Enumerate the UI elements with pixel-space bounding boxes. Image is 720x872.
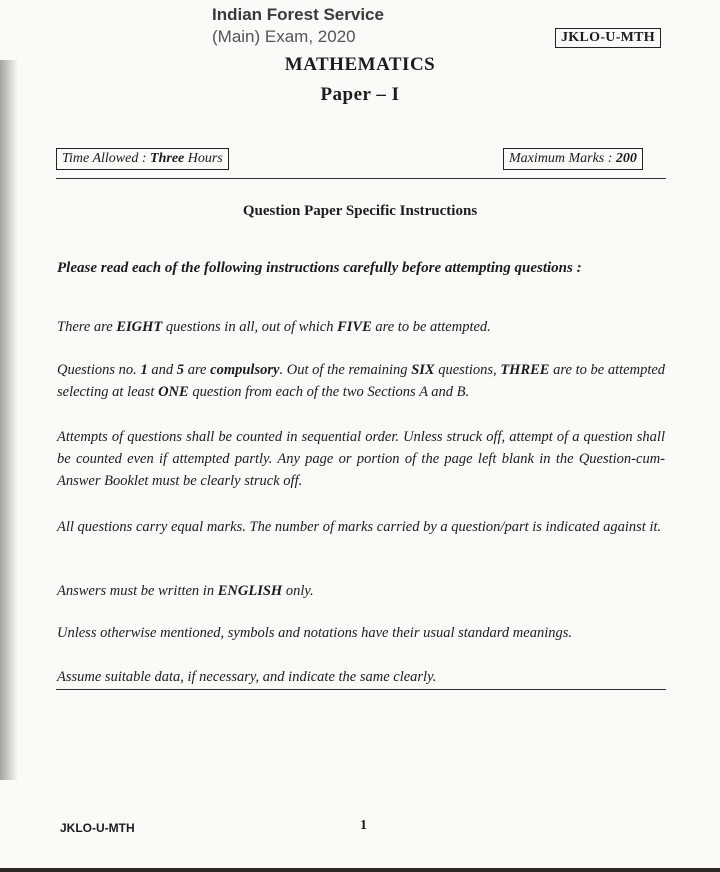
instructions-heading: Question Paper Specific Instructions <box>242 203 478 219</box>
instruction-6: Unless otherwise mentioned, symbols and notations have their usual standard meanings. <box>57 625 572 641</box>
page-number: 1 <box>360 818 367 833</box>
instruction-4: All questions carry equal marks. The number of marks carried by a question/part is indicated against it. <box>57 519 662 535</box>
instruction-1: There are EIGHT questions in all, out of which FIVE are to be attempted. <box>57 319 491 335</box>
divider-top <box>56 178 666 179</box>
maximum-marks-box <box>503 148 643 170</box>
marks-value: 200 <box>615 151 637 166</box>
scan-shadow <box>0 60 18 780</box>
time-label: Time Allowed : <box>62 151 151 166</box>
marks-label: Maximum Marks : <box>509 151 616 166</box>
exam-stamp <box>212 4 384 48</box>
page-edge <box>0 868 720 872</box>
instructions-lead: Please read each of the following instructions carefully before attempting questions : <box>57 260 582 276</box>
time-unit: Hours <box>184 151 223 166</box>
paper-title: Paper – I <box>320 84 400 105</box>
instruction-3: Attempts of questions shall be counted in sequential order. Unless struck off, attempt of a question shall be counted even if attempted partly. Any page or portion of the page left blank in the Question-cum-Answer Booklet must be clearly struck off. <box>57 429 665 489</box>
instruction-2: Questions no. 1 and 5 are compulsory. Out of the remaining SIX questions, THREE are to be attempted selecting at least ONE question from each of the two Sections A and B. <box>57 362 666 400</box>
divider-bottom <box>56 689 666 690</box>
time-allowed-box <box>56 148 229 170</box>
instruction-5: Answers must be written in ENGLISH only. <box>57 583 314 599</box>
instruction-7: Assume suitable data, if necessary, and indicate the same clearly. <box>57 669 437 685</box>
stamp-line-2: (Main) Exam, 2020 <box>212 27 356 46</box>
time-value: Three <box>150 151 185 166</box>
stamp-line-1: Indian Forest Service <box>212 5 384 24</box>
footer-paper-code: JKLO-U-MTH <box>60 821 135 835</box>
subject-title: MATHEMATICS <box>284 54 436 75</box>
paper-code-box: JKLO-U-MTH <box>555 28 661 48</box>
title-block <box>0 54 720 106</box>
